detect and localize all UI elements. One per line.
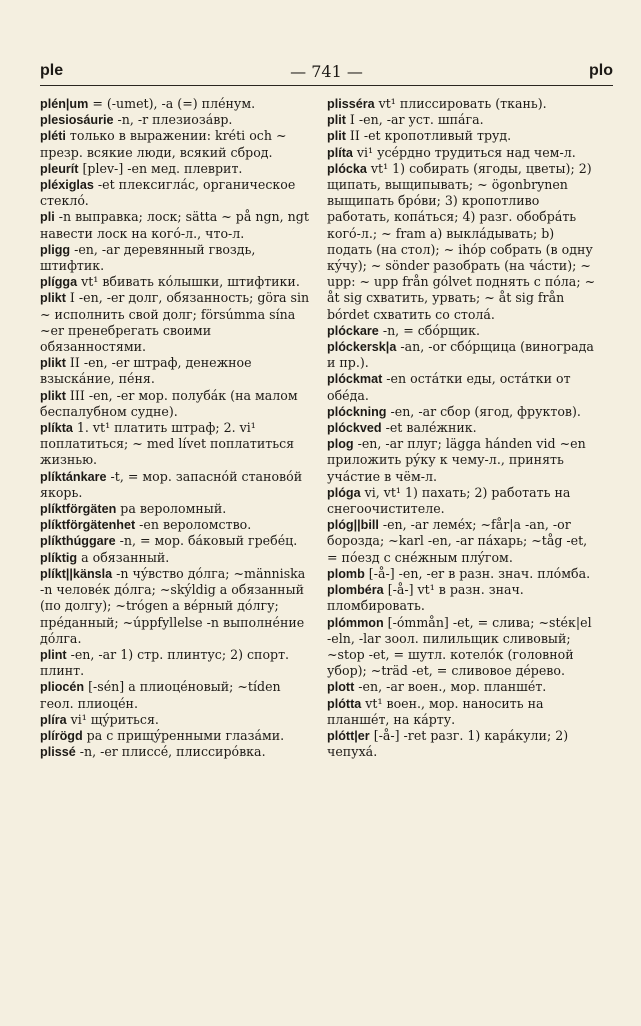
dictionary-entry: plesiosáurie -n, -r плезиозáвр. — [40, 112, 233, 128]
dictionary-entry: plóckare -n, = сбóрщик. — [327, 322, 480, 338]
page-number: — 741 — — [290, 62, 363, 81]
dictionary-entry: plit I -en, -ar уст. шпáга. — [327, 112, 484, 128]
dictionary-entry: pliocén [-sén] a плиоцéновый; ~tíden геол. плиоцéн. — [40, 679, 281, 711]
dictionary-entry: plén|um = (-umet), -a (=) плéнум. — [40, 96, 256, 111]
dictionary-entry: pli -n выправка; лоск; sätta ~ på ngn, ngt навести лоск на когó-л., что-л. — [40, 209, 309, 241]
right-guide-word: plo — [589, 62, 613, 79]
dictionary-entry: plott -en, -ar воен., мор. планшéт. — [327, 679, 547, 695]
dictionary-entry: plóckersk|a -an, -or сбóрщица (винограда и пр.). — [327, 339, 594, 371]
dictionary-entry: plikt II -en, -er штраф, денежное взыскáние, пéня. — [40, 355, 252, 387]
dictionary-entry: plóg||bill -en, -ar лемéх; ~får|a -an, -or борозда; ~karl -en, -ar пáхарь; ~tåg -et, = пóезд с снéжным плýгом. — [327, 517, 588, 565]
dictionary-entry: plisséra vt¹ плиссировать (ткань). — [327, 96, 547, 111]
dictionary-entry: pléti только в выражении: kréti och ~ презр. всякие люди, всякий сброд. — [40, 128, 287, 160]
dictionary-entry: plírögd pa с прищýренными глазáми. — [40, 727, 285, 743]
dictionary-entry: plog -en, -ar плуг; lägga hánden vid ~en приложить рýку к чему-л., принять учáстие в чём-л. — [327, 436, 586, 484]
dictionary-entry: plótt|er [-å-] -ret разг. 1) карáкули; 2) чепухá. — [327, 727, 569, 760]
dictionary-entry: plíktánkare -t, = мор. запаснóй становóй якорь. — [40, 468, 303, 500]
left-column — [40, 96, 312, 760]
dictionary-entry: pleurít [plev-] -en мед. плеврит. — [40, 160, 243, 176]
dictionary-entry: plócka vt¹ 1) собирать (ягоды, цветы); 2) щипать, выщипывать; ~ ögonbrynen выщипать брóви; 3) кропотливо работать, копáться; 4) разг. обобрáть когó-л.; ~ fram a) выклáдывать; b) подать (на стол); ~ ihóp собрать (в одну кýчу); ~ sönder разобрать (на чáсти); ~ upp: ~ upp från gólvet поднять с пóла; ~ åt sig схватить, урвать; ~ åt sig från bórdet схватить со столá. — [327, 160, 596, 322]
dictionary-entry: plómmon [-ómmån] -et, = слива; ~stéк|el -eln, -lar зоол. пилильщик сливовый; ~stop -et, = шутл. котелóк (головной убор); ~träd -et, = сливовое дéрево. — [327, 614, 592, 679]
dictionary-entry: plíkt||känsla -n чýвство дóлга; ~människa -n человéк дóлга; ~skýldig a обязанный (по долгу); ~trógen a вéрный дóлгу; прéданный; ~úppfyllelse -n выполнéние дóлга. — [40, 565, 306, 646]
dictionary-entry: plíkta 1. vt¹ платить штраф; 2. vi¹ поплатиться; ~ med lívet поплатиться жизнью. — [40, 420, 295, 468]
dictionary-entry: plikt III -en, -er мор. полубáк (на малом беспалубном судне). — [40, 387, 298, 419]
dictionary-entry: plótta vt¹ воен., мор. наносить на планшéт, на кáрту. — [327, 695, 544, 727]
dictionary-entry: plíktig a обязанный. — [40, 549, 170, 565]
header-rule — [40, 85, 613, 86]
dictionary-entry: plíktförgäten pa вероломный. — [40, 501, 227, 517]
dictionary-entry: plóckmat -en остáтки еды, остáтки от обéда. — [327, 371, 571, 403]
left-guide-word: ple — [40, 62, 64, 79]
dictionary-entry: plíra vi¹ щýриться. — [40, 711, 159, 727]
dictionary-entry: plikt I -en, -er долг, обязанность; göra sin ~ исполнить свой долг; försúmma sína ~er пренебрегать своими обязанностями. — [40, 290, 310, 355]
dictionary-entry: plit II -et кропотливый труд. — [327, 128, 512, 144]
page-header — [40, 62, 613, 84]
dictionary-entry: plissé -n, -er плиссé, плиссирóвка. — [40, 744, 266, 760]
dictionary-entry: plóga vi, vt¹ 1) пахать; 2) работать на снегоочистителе. — [327, 484, 571, 517]
dictionary-entry: pligg -en, -ar деревянный гвоздь, штифтик. — [40, 241, 256, 274]
dictionary-entry: plint -en, -ar 1) стр. плинтус; 2) спорт. плинт. — [40, 646, 290, 679]
dictionary-entry: pléxiglas -et плексиглáс, органическое стеклó. — [40, 177, 296, 209]
dictionary-entry: plíktförgätenhet -en вероломство. — [40, 517, 252, 533]
dictionary-entry: plígga vt¹ вбивать кóлышки, штифтики. — [40, 274, 300, 290]
right-column — [327, 96, 599, 760]
dictionary-entry: plombéra [-å-] vt¹ в разн. знач. пломбировать. — [327, 582, 524, 614]
dictionary-entry: plomb [-å-] -en, -er в разн. знач. плóмба. — [327, 565, 591, 581]
dictionary-entry: plíta vi¹ усéрдно трудиться над чем-л. — [327, 144, 576, 160]
dictionary-entry: plíkthúggare -n, = мор. бáковый гребéц. — [40, 533, 298, 549]
dictionary-entry: plóckved -et валéжник. — [327, 420, 477, 436]
dictionary-entry: plóckning -en, -ar сбор (ягод, фруктов). — [327, 403, 581, 419]
